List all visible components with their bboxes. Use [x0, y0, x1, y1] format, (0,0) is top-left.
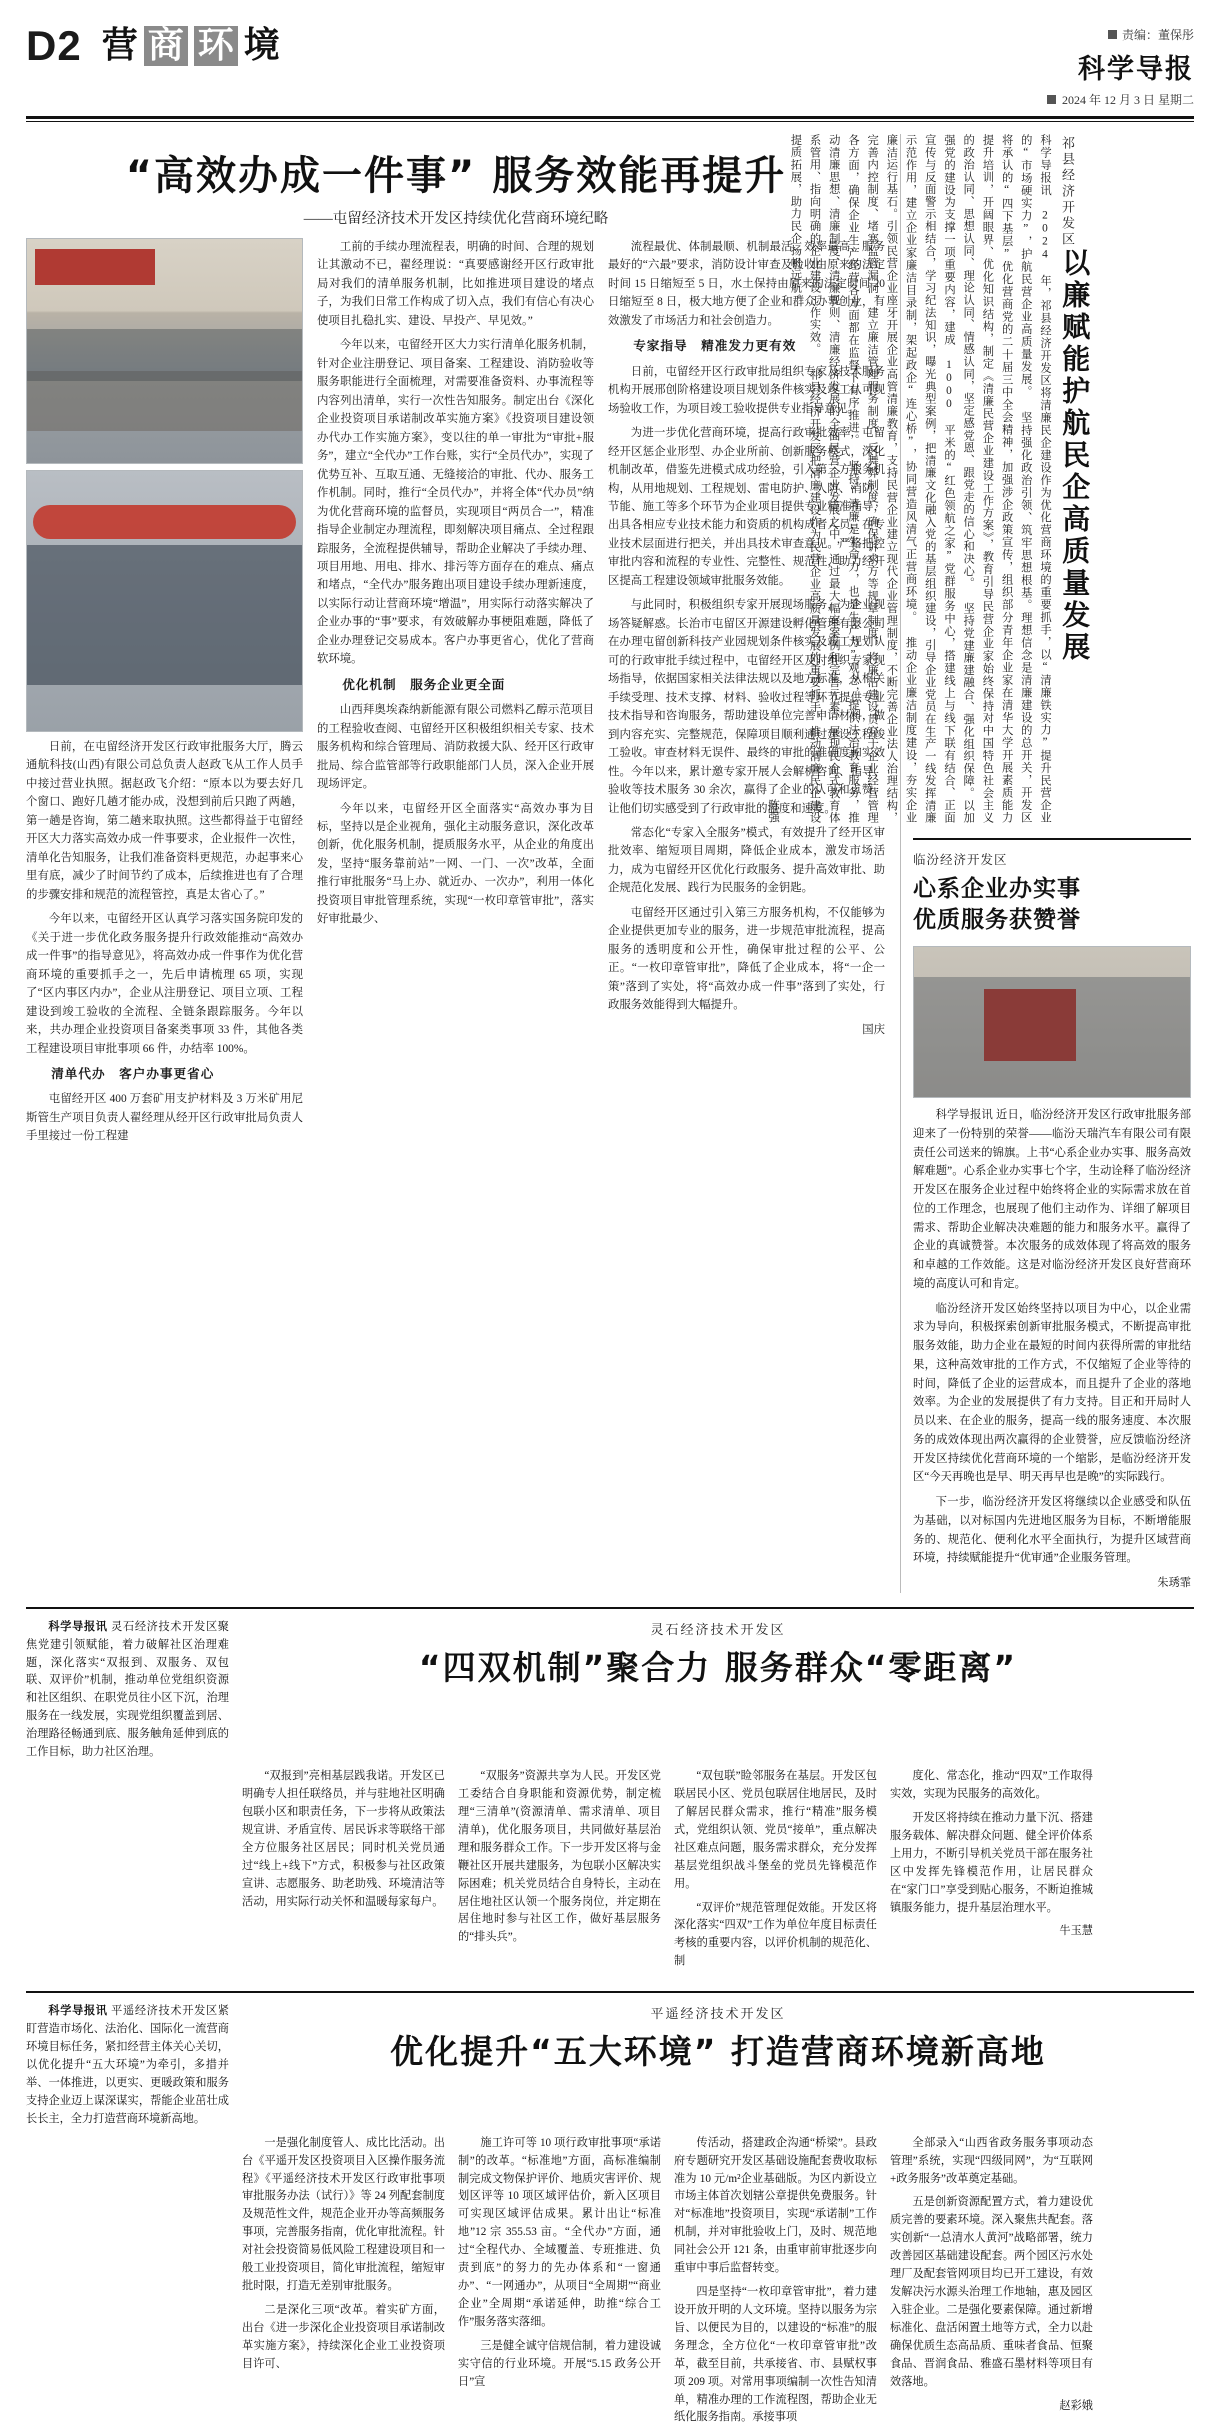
publish-date: 2024 年 12 月 3 日 星期二 — [1061, 93, 1194, 107]
lingshi-columns — [26, 1768, 1194, 1977]
section-char-4: 境 — [243, 25, 280, 66]
photo-people-row — [27, 329, 302, 381]
lingshi-lead — [26, 1619, 229, 1762]
pingyao-col-4 — [674, 2135, 877, 2433]
lingshi-headline: “四双机制”聚合力 服务群众“零距离” — [418, 1647, 1018, 1687]
lead-col1-p3: 屯留经开区 400 万套矿用支护材料及 3 万米矿用尼斯管生产项目负责人翟经理从经开区行政审批局负责人手里接过一份工程建 — [26, 1093, 303, 1143]
pingyao-head-row — [26, 2003, 1194, 2134]
right-second-headline-line2: 优质服务获赞誉 — [913, 907, 1081, 934]
pingyao-c2-p1: 施工许可等 10 项行政审批事项“承诺制”的改革。“标准地”方面，高标准编制制完成文物保护评价、地质灾害评价、规划区评等 10 项区域评估价，新入区项目可实现区域评估成果。累计出让“标准地”12 宗 355.53 亩。“全代办”方面，通过“全程代办、全域覆盖、专班推进、负责到底”的努力的先办体系和“一窗通办”、“一网通办”，从项目“全周期”“商业企业”全周期“承诺延伸，助推“综合工作”服务落实落细。 — [458, 2136, 661, 2328]
lead-col3-p1: 流程最优、体制最顺、机制最活、效率最高、服务最好的“六最”要求，消防设计审查及验收由原来的法定时间 15 日缩短至 5 日，水土保持由原来的法定时间 20 日缩短至 8 日，极大地方便了企业和群众办事创业，有效激发了市场活力和社会创造力。 — [608, 241, 885, 327]
page-number: D2 — [26, 22, 82, 69]
right-feature-byline: 陈强 — [767, 799, 780, 824]
photo-award-banner — [913, 946, 1191, 1098]
paper-name: 科学导报 — [1078, 54, 1194, 85]
pingyao-byline: 赵彩娥 — [1059, 2399, 1093, 2412]
right-second-body — [913, 1106, 1191, 1593]
photo-meeting-room — [26, 238, 303, 464]
lead-col1-p1: 日前，在屯留经济开发区行政审批服务大厅，腾云通航科技(山西)有限公司总负责人赵政飞从工作人员手中接过营业执照。据赵政飞介绍：“原本以为要去好几个窗口、跑好几趟才能办成，没想到前后只跑了两趟，第一趟是咨询，第二趟来取执照。这些都得益于屯留经开区大力落实高效办成一件事要求，企业报件一次性，清单化告知服务，让我们准备资料更规范，办起事来心里有底，减少了时间节约了成本，后续推进也有了合理的步骤安排和规范的流程管控，真是太省心了。” — [26, 741, 303, 901]
right-second-p1: 科学导报讯 近日，临汾经济开发区行政审批服务部迎来了一份特别的荣誉——临汾天瑞汽车有限公司有限责任公司送来的锦旗。上书“心系企业办实事、服务高效解难题”。心系企业办实事七个字，生动诠释了临汾经济开发区在服务企业过程中始终将企业的实际需求放在首位的工作理念，也展现了他们主动作为、详细了解项目需求、帮助企业解决决难题的能力和服务水平。赢得了企业的真诚赞誉。本次服务的成效体现了将高效的服务和卓越的工作效能。这是对临汾经济开发区良好营商环境的高度认可和肯定。 — [913, 1109, 1191, 1290]
lingshi-head-row — [26, 1619, 1194, 1768]
photo-site-visit-content — [27, 471, 302, 731]
lingshi-byline: 牛玉慧 — [1059, 1925, 1093, 1938]
paper-name-block — [1047, 47, 1194, 86]
section-rule-pingyao — [26, 1991, 1194, 1993]
square-marker-icon-2 — [1047, 95, 1056, 104]
section-rule-lingshi — [26, 1607, 1194, 1609]
lingshi-col-5 — [890, 1768, 1093, 1977]
photo-meeting-room-content — [27, 239, 302, 463]
lead-col2-subtitle: 优化机制 服务企业更全面 — [342, 677, 506, 692]
right-feature-title: 以廉赋能护航民企高质量发展 — [1058, 248, 1092, 664]
right-feature-headgroup — [1058, 134, 1191, 808]
right-feature — [767, 134, 1191, 824]
right-second-byline: 朱琇霏 — [1157, 1577, 1191, 1590]
pingyao-c4-p2: 五是创新资源配置方式，着力建设优质完善的要素环境。深入聚焦共配套。落实创新“一总清水人黄河”战略部署，统力改善园区基础建设配套。两个园区污水处理厂及配套管网项目均已开工建设，有效发解决污水源头治理工作地轴，惠及园区入驻企业。二是强化要素保障。通过新增标准化、盘活闲置土地等方式，全力以赴确保优质生态高品质、重味者食品、恒聚食品、晋润食品、雅盛石墨材料等项目有效落地。 — [890, 2196, 1093, 2388]
story-lingshi — [26, 1619, 1194, 1978]
pingyao-lead — [26, 2003, 229, 2128]
pingyao-col-2 — [242, 2135, 445, 2433]
pingyao-c3-p1: 传活动，搭建政企沟通“桥梁”。县政府专题研究开发区基础设施配套费收取标准为 10 元/m²企业基础版。为区内新设立市场主体首次划辖公章提供免费服务。针对“标准地”投资项目，实现“承诺制”工作机制，并对审批验收上门，及时、规范地同社会公开 121 条，由重审前审批逐步向重审中事后监督转变。 — [674, 2136, 877, 2275]
right-second-headline-line1: 心系企业办实事 — [913, 876, 1081, 902]
pingyao-col-3 — [458, 2135, 661, 2433]
masthead-left — [26, 22, 286, 70]
lingshi-col-3 — [458, 1768, 661, 1977]
photo-site-visit — [26, 470, 303, 732]
left-zone — [26, 134, 886, 1593]
lead-col3-subtitle: 专家指导 精准发力更有效 — [633, 339, 797, 354]
lingshi-c1-p1: “双报到”亮相基层践我诺。开发区已明确专人担任联络员，并与驻地社区明确包联小区和职责任务，下一步将从政策法规宣讲、矛盾宣传、居民诉求等联络干部全方位服务社区居民；同时机关党员通过“线上+线下”方式，积极参与社区政策宣讲、志愿服务、助老助残、环境清洁等活动，用实际行动关怀和温暖每家每户。 — [242, 1770, 445, 1908]
pingyao-c4-p1: 全部录入“山西省政务服务事项动态管理”系统，实现“四级同网”，为“互联网+政务服务”改革奠定基础。 — [890, 2136, 1093, 2185]
pingyao-headline-area — [242, 2003, 1194, 2083]
lingshi-c4-p1: 度化、常态化，推动“四双”工作取得实效，实现为民服务的高效化。 — [890, 1770, 1093, 1800]
section-char-3: 环 — [194, 26, 238, 66]
right-second-story — [913, 850, 1191, 1593]
pingyao-c2-p2: 三是健全诚守信规信制，着力建设诚实守信的行业环境。开展“5.15 政务公开日”宣 — [458, 2339, 661, 2388]
lingshi-col-4 — [674, 1768, 877, 1977]
section-title — [96, 22, 286, 70]
editor-line — [1047, 26, 1194, 43]
lead-column-1 — [26, 238, 303, 1152]
masthead — [26, 22, 1194, 108]
lead-column-2 — [317, 238, 594, 1152]
lingshi-c2-p1: “双服务”资源共享为人民。开发区党工委结合自身职能和资源优势，制定梳理“三清单”(资源清单、需求清单、项目清单)，优化服务项目，共同做好基层治理和服务群众工作。下一步开发区将与金鞭社区开展共建服务，为包联小区解决实际困难；机关党员结合自身特长，主动在居住地社区认领一个服务岗位，并定期在居住地时参与社区工作，做好基层服务的“排头兵”。 — [458, 1770, 661, 1944]
masthead-right — [1047, 22, 1194, 108]
masthead-rule-thin — [26, 121, 1194, 122]
lingshi-col-2 — [242, 1768, 445, 1977]
pingyao-newsflag: 科学导报讯 — [48, 2005, 108, 2018]
lead-col3-p6: 屯留经开区通过引入第三方服务机构，不仅能够为企业提供更加专业的服务，进一步规范审批流程，提高服务的透明度和公开性，确保审批过程的公平、公正。“一枚印章管审批”，降低了企业成本，将“一企一策”落到了实处，将“高效办成一件事”落到了实处，行政服务效能得到大幅提升。 — [608, 906, 885, 1012]
lingshi-kicker: 灵石经济技术开发区 — [650, 1621, 786, 1637]
lead-col3-p4: 与此同时，积极组织专家开展现场服务，为企业现场答疑解惑。长治市屯留区开源建设孵化管理有限公司在办理屯留创新科技产业园规划条件核实及竣工规划认可的行政审批手续过程中，屯留经开区及时组织专家现场指导，依据国家相关法律法规以及地方标准，从相关手续受理、技术支撑、材料、验收过程等环节提供专业技术指导和咨询服务，帮助建设单位完善申请材料，做到内容充实、完整规范，保障项目顺利通过建设工程竣工验收。审查材料无误件、最终的审批的准确度和实效性。今年以来，累计邀专家开展人会解析咨询、指导、验收等技术服务 30 余次，赢得了企业的认可和点赞，让他们切实感受到了行政审批的温度和速度。 — [608, 599, 885, 815]
editor-label: 责编：董保彤 — [1121, 28, 1194, 42]
pingyao-col-1 — [26, 2135, 229, 2433]
section-char-1: 营 — [101, 25, 138, 66]
pingyao-kicker: 平遥经济技术开发区 — [650, 2006, 786, 2022]
right-second-p2: 临汾经济开发区始终坚持以项目为中心，以企业需求为导向，积极探索创新审批服务模式，不断提高审批服务效能，助力企业在最短的时间内获得所需的审批结果，这种高效审批的工作方式，不仅缩短了企业等待的时间，降低了企业的运营成本，而且提升了企业的落地效率。为企业的发展提供了有力支持。目正和开局时人员以来、在企业的服务，提高一线的服务速度、本次服务的成效体现出两次赢得的企业赞誉，应反馈临汾经济开发区持续优化营商环境的一个缩影，是临汾经济开发区“今天再晚也是早、明天再早也是晚”的实际践行。 — [913, 1302, 1191, 1484]
lingshi-c3-p2: “双评价”规范管理促效能。开发区将深化落实“四双”工作为单位年度目标责任考核的重要内容，以评价机制的规范化、制 — [674, 1901, 877, 1968]
photo-banner — [35, 249, 155, 285]
right-feature-body: 科学导报讯 2024 年，祁县经济开发区将清廉民企建设作为优化营商环境的重要抓手，以“清廉铁实力”提升民营企业的“市场硬实力”，护航民营企业高质量发展。 坚持强化政治引领、筑牢思想根基。理想信念是清廉建设的总开关，开发区将承认的“四下基层”优化营商党的二十届三中全会精神，加强涉企政策宣传，组织部分青年企业家在清华大学开展素质能力提升培训，开阔眼界、优化知识结构，制定《清廉民营企业建设工作方案》，教育引导民营企业家始终保持对中国特色社会主义的政治认同、思想认同、理论认同、情感认同，坚定感党恩、跟党走的信心和决心。 坚持党建廉建融合、强化组织保障。以加强党的建设为支撑一项重要内容，建成 1000 平米的“红色领航之家”党群服务中心，搭建线上与线下联有结合、正面宣传与反面警示相结合，学习纪法知识，曝光典型案例，把清廉文化融入党的基层组织建设，引导企业党员在生产一线发挥清廉示范作用，建立企业家廉洁目录制，架起政企“连心桥”，协同营造风清气正营商环境。 推动企业廉洁制度建设，夯实企业廉洁运行基石。引领民营企业座牙开展企业高管清廉教育，支持民营企业建立现代企业管理制度，不断完善企业法人治理结构，完善内控制度、堵塞监管漏洞，建立廉洁管理服务制度、反舞弊制度，确保诉求方等规章制度，将廉洁建设贯穿于企业经营管理各方面，确保企业生产经营各方面都在监督下有序推进。 坚持“清廉是生命力，也是生产力”观念，提供法治教育服务，推动清廉思想、清廉制度、清廉规则、清廉经济发展的全面民营企业发展之中，通过最大幅案案例和完善元素，展现民企式教育体系管用、指向明确的企业建设工作实效。 祁县经济开发区把清廉建设作为民营企业高质量发展的重要抓手，推动清廉民企建设提质拓展，助力民企扬帆远航。 — [789, 134, 1051, 824]
pingyao-lead-column — [26, 2003, 229, 2134]
photo-award-banner-content — [914, 947, 1190, 1097]
lead-story-columns — [26, 238, 886, 1152]
pingyao-columns — [26, 2135, 1194, 2433]
lingshi-c3-p1: “双包联”睑邻服务在基层。开发区包联居民小区、党员包联居住地居民，及时了解居民群众需求，推行“精准”服务模式，党组织认领、党员“接单”，重点解决社区难点问题，服务需求群众，充分发挥基层党组织战斗堡垒的党员先锋模范作用。 — [674, 1770, 877, 1890]
pingyao-c1-p2: 二是深化三项“改革。着实矿方面，出台《进一步深化企业投资项目承诺制改革实施方案》，持续深化企业工业投资项目许可、 — [242, 2303, 445, 2370]
section-char-2: 商 — [144, 26, 188, 66]
lead-col2-p1: 工前的手续办理流程表，明确的时间、合理的规划让其激动不已，翟经理说：“真要感谢经开区行政审批局对我们的清单服务机制，比如推进项目建设的堵点子，为我们日常工作构成了切入点，我们有信心有决心使项目扎稳扎实、建设、早投产、早见效。” — [317, 241, 594, 327]
pingyao-lead-text: 平遥经济技术开发区紧盯营造市场化、法治化、国际化一流营商环境目标任务，紧扣经营主体关心关切，以优化提升“五大环境”为牵引，多措并举、一体推进，以更实、更暖政策和服务支持企业迈上谋深谋实，帮能企业茁壮成长长主，全力打造营商环境新高地。 — [26, 2005, 229, 2125]
lingshi-newsflag: 科学导报讯 — [48, 1620, 108, 1633]
lead-col2-p4: 今年以来，屯留经开区全面落实“高效办事为目标，坚持以是企业视角，强化主动服务意识，深化改革创新，优化服务机制，提质服务水平，从企业的角度出发，坚持“服务靠前站”一网、一门、一次”改革，全面推行审批服务“马上办、就近办、一次办”，利用一体化投资项目审批管理系统，实现“一枚印章管审批”，落实好审批最少、 — [317, 802, 594, 926]
photo-jackets — [27, 545, 302, 685]
photo-helmets — [33, 505, 296, 539]
lead-col1-p2: 今年以来，屯留经开区认真学习落实国务院印发的《关于进一步优化政务服务提升行政效能推动“高效办成一件事”的指导意见》，将高效办成一件事作为优化营商环境的重要抓手之一，先后申请梳理 65 项，实现了“区内事区内办”，企业从注册登记、项目立项、工程建设到竣工验收的全流程、全链条跟踪服务。今年以来，共办理企业投资项目备案类事项 33 件，其他各类工程建设项目审批事项 66 件，办结率 100%。 — [26, 913, 303, 1055]
lead-col3-p2: 日前，屯留经开区行政审批局组织专家及技术服务机构开展邢创阶格建设项目规划条件核实及竣工认可现场验收工作，为项目竣工验收提供专业指导意见。 — [608, 365, 885, 415]
pingyao-c3-p2: 四是坚持“一枚印章管审批”，着力建设开放开明的人文环境。坚持以服务为宗旨、以便民为目的，以建设的“标准”的服务理念，全方位化“一枚印章管审批”改革，截至目前，共承接省、市、县赋权事项 209 项。对常用事项编制一次性告知清单，精准办理的工作流程图，帮助企业无纸化服务指南。承接事项 — [674, 2286, 877, 2424]
lead-col3-p5: 常态化“专家入全服务”模式，有效提升了经开区审批效率、缩短项目周期，降低企业成本，激发市场活力，成为屯留经开区优化行政服务、提升高效审批、助企规范化发展、践行为民服务的金钥匙。 — [608, 826, 885, 895]
right-second-label: 临汾经济开发区 — [913, 853, 1008, 867]
lingshi-col-1 — [26, 1768, 229, 1977]
lead-headline: “高效办成一件事” 服务效能再提升 — [125, 153, 787, 199]
lead-col3-p3: 为进一步优化营商环境，提高行政审批效率，屯留经开区惩企业形型、办企业所前、创新服务模式，深化机制改革，借鉴先进模式成功经验，引入第三方服务机构，从用地规划、工程规划、雷电防护、人防、消防、节能、施工等多个环节为企业项目提供专业精准指导，出具各相应专业技术能力和资质的机构成者人员，在专业技术层面进行把关，并出具技术审查意见。严格把控审批内容和流程的专业性、完整性、规范性，助力经开区提高工程建设领域审批服务效能。 — [608, 427, 885, 587]
right-divider — [913, 838, 1191, 840]
pingyao-col-5 — [890, 2135, 1093, 2433]
right-feature-label: 祁县经济开发区 — [1060, 136, 1075, 248]
masthead-rule — [26, 116, 1194, 119]
photo-people — [914, 977, 1190, 1097]
lead-col2-p2: 今年以来，屯留经开区大力实行清单化服务机制，针对企业注册登记、项目备案、工程建设、消防验收等服务职能进行全面梳理，对需要准备资料、办事流程等内容列出清单，实行一次性告知服务。制定出台《深化企业投资项目承诺制改革实施方案》《投资项目建设领办代办工作实施方案》，变以往的单一审批为“审批+服务”，建立“全代办”工作台账，实行“全员代办”，实现了优势互补、互取互通、无缝接洽的审批、代办、服务工作机制。同时，推行“全员代办”，并将全体“代办员”ּ纳为优化营商环境的监督员，实现项目“两员合一”，精准指导企业制定办理流程，即刻解决项目痛点、全过程跟踪服务，全流程提供辅导，帮助企业解决了手续办理、项目用地、用电、排水、排污等方面存在的难点、痛点和堵点，“全代办”服务跑出项目建设手续办理新速度，以实际行动让营商环境“增温”，用实际行动落实解决了企业办事的“事”要求，有效破解办事梗阻难题，降低了企业办理登记交易成本。客户办事更省心，优化了营商软环境。 — [317, 339, 594, 666]
date-line — [1047, 91, 1194, 108]
lead-col2-p3: 山西拜奥埃森纳新能源有限公司燃料乙醇示范项目的工程验收查阅、屯留经开区积极组织相关专家、技术服务机构和综合管理局、消防救援大队、经开区行政审批局、综合监管部等行政职能部门人员，深入企业开展现场评定。 — [317, 704, 594, 791]
story-pingyao — [26, 2003, 1194, 2433]
pingyao-headline: 优化提升“五大环境” 打造营商环境新高地 — [390, 2032, 1046, 2072]
right-second-p3: 下一步，临汾经济开发区将继续以企业感受和队伍为基础，以对标国内先进地区服务为目标，不断增能服务的、规范化、便利化水平全面执行，为提升区域营商环境，持续赋能提升“优审通”企业服务管理。 — [913, 1496, 1191, 1565]
square-marker-icon — [1108, 30, 1117, 39]
lingshi-lead-text: 灵石经济技术开发区聚焦党建引领赋能，着力破解社区治理难题，深化落实“双报到、双服务、双包联、双评价”机制，推动单位党组织资源和社区组织、在职党员往小区下沉，治理服务在一线发展，实现党组织覆盖到居、治理路径畅通到底、服务触角延伸到底的工作目标，助力社区治理。 — [26, 1620, 229, 1759]
lead-col1-subtitle: 清单代办 客户办事更省心 — [51, 1066, 215, 1081]
pingyao-c1-p1: 一是强化制度管人、成比比活动。出台《平遥开发区投资项目入区操作服务流程》《平遥经济技术开发区行政审批事项审批服务办法（试行）》等 24 列配套制度及规范性文件，规范企业开办等高频服务事项，完善服务指南，优化审批流程。针对社会投资简易低风险工程建设项目和一般工业投资项目，简化审批流程，缩短审批时限，打造无差别审批服务。 — [242, 2136, 445, 2293]
lingshi-lead-column — [26, 1619, 229, 1768]
right-second-headline — [913, 874, 1191, 936]
lingshi-c4-p2: 开发区将持续在推动力量下沉、搭建服务载体、解决群众问题、健全评价体系上用力，不断引导机关党员干部在服务社区中发挥先锋模范作用，让居民群众在“家门口”享受到贴心服务，不断迫推城镇服务能力，提升基层治理水平。 — [890, 1811, 1093, 1914]
lingshi-headline-area — [242, 1619, 1194, 1699]
page-body — [26, 134, 1194, 1593]
lead-subheadline: ——屯留经济技术开发区持续优化营商环境纪略 — [303, 211, 609, 227]
lead-story-byline: 国庆 — [862, 1023, 885, 1036]
